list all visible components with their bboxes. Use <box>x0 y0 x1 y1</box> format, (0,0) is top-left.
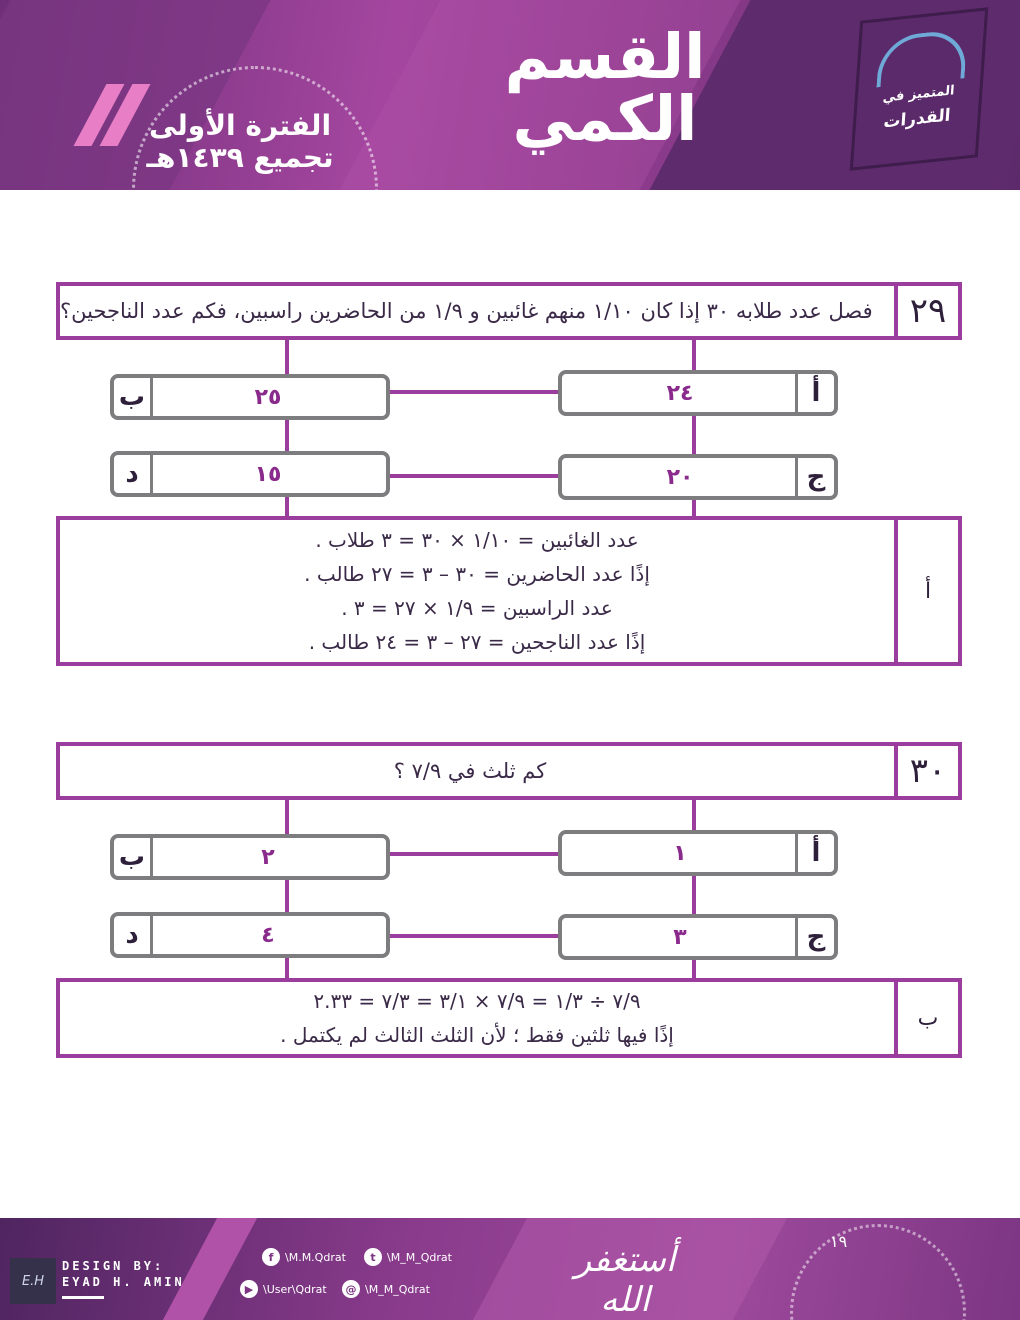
page-header <box>0 0 1020 190</box>
option-a[interactable] <box>558 370 838 416</box>
question-text: فصل عدد طلابه ٣٠ إذا كان ١/١٠ منهم غائبين و ١/٩ من الحاضرين راسبين، فكم عدد الناجحين؟ <box>60 299 873 323</box>
option-letter: ب <box>114 838 153 876</box>
period-label <box>120 110 360 174</box>
option-value: ٢٥ <box>254 384 282 410</box>
twitter-link[interactable] <box>364 1248 452 1266</box>
solution-line: إذًا عدد الحاضرين = ٣٠ – ٣ = ٢٧ طالب . <box>304 562 650 586</box>
answer-letter: أ <box>894 520 958 662</box>
page-footer <box>0 1218 1020 1320</box>
question-text: كم ثلث في ٧/٩ ؟ <box>393 759 547 783</box>
solution-line: إذًا عدد الناجحين = ٢٧ – ٣ = ٢٤ طالب . <box>308 630 646 654</box>
connector-line <box>388 934 562 938</box>
option-letter: ج <box>795 458 834 496</box>
solution-line: عدد الراسبين = ١/٩ × ٢٧ = ٣ . <box>341 596 613 620</box>
option-b[interactable] <box>110 374 390 420</box>
option-letter: د <box>114 916 153 954</box>
designer-credit <box>62 1258 185 1299</box>
designer-line2: EYAD H. AMIN <box>62 1275 185 1289</box>
instagram-handle: \M_M_Qdrat <box>365 1282 430 1296</box>
period-line1: الفترة الأولى <box>148 109 332 142</box>
logo-text-bottom: القدرات <box>882 105 952 133</box>
option-b[interactable] <box>110 834 390 880</box>
dotted-circle-decoration <box>790 1224 966 1320</box>
answer-letter: ب <box>894 982 958 1054</box>
book-logo-icon <box>850 7 988 170</box>
option-value: ٢ <box>261 844 275 870</box>
youtube-handle: \User\Qdrat <box>263 1282 327 1296</box>
twitter-icon: t <box>364 1248 382 1266</box>
option-letter: أ <box>795 834 834 872</box>
option-c[interactable] <box>558 914 838 960</box>
option-letter: ب <box>114 378 153 416</box>
solution-line: عدد الغائبين = ١/١٠ × ٣٠ = ٣ طلاب . <box>315 528 639 552</box>
solution-lines <box>60 520 894 662</box>
solution-line: ٧/٩ ÷ ١/٣ = ٧/٩ × ٣/١ = ٧/٣ = ٢.٣٣ <box>313 989 641 1013</box>
option-letter: د <box>114 455 153 493</box>
twitter-handle: \M_M_Qdrat <box>387 1250 452 1264</box>
option-value: ٢٤ <box>666 380 694 406</box>
instagram-icon: @ <box>342 1280 360 1298</box>
solution-box <box>56 978 962 1058</box>
connector-line <box>388 852 562 856</box>
facebook-link[interactable] <box>262 1248 346 1266</box>
option-value: ٤ <box>261 922 275 948</box>
title-line2: الكمي <box>512 82 698 155</box>
connector-line <box>388 474 562 478</box>
period-line2: تجميع ١٤٣٩هـ <box>146 141 334 174</box>
instagram-link[interactable] <box>342 1280 430 1298</box>
istighfar-calligraphy: أستغفر الله <box>574 1240 676 1320</box>
facebook-icon: f <box>262 1248 280 1266</box>
connector-line <box>388 390 562 394</box>
page-title <box>420 20 790 155</box>
logo-text-top: المتميز في <box>882 83 955 106</box>
option-d[interactable] <box>110 912 390 958</box>
option-a[interactable] <box>558 830 838 876</box>
option-d[interactable] <box>110 451 390 497</box>
title-line1: القسم <box>504 20 706 93</box>
option-value: ١ <box>673 840 687 866</box>
option-letter: ج <box>795 918 834 956</box>
designer-line1: DESIGN BY: <box>62 1259 165 1273</box>
option-value: ١٥ <box>254 461 282 487</box>
question-number: ٢٩ <box>894 286 958 336</box>
solution-line: إذًا فيها ثلثين فقط ؛ لأن الثلث الثالث لم يكتمل . <box>280 1023 674 1047</box>
question-number: ٣٠ <box>894 746 958 796</box>
solution-box <box>56 516 962 666</box>
designer-signature-icon: E.H <box>10 1258 56 1304</box>
question-box <box>56 742 962 800</box>
facebook-handle: \M.M.Qdrat <box>285 1250 346 1264</box>
option-value: ٣ <box>673 924 687 950</box>
youtube-link[interactable] <box>240 1280 327 1298</box>
option-letter: أ <box>795 374 834 412</box>
option-value: ٢٠ <box>666 464 694 490</box>
question-box <box>56 282 962 340</box>
solution-lines <box>60 982 894 1054</box>
page-number: ١٩ <box>830 1232 848 1251</box>
option-c[interactable] <box>558 454 838 500</box>
youtube-icon: ▶ <box>240 1280 258 1298</box>
